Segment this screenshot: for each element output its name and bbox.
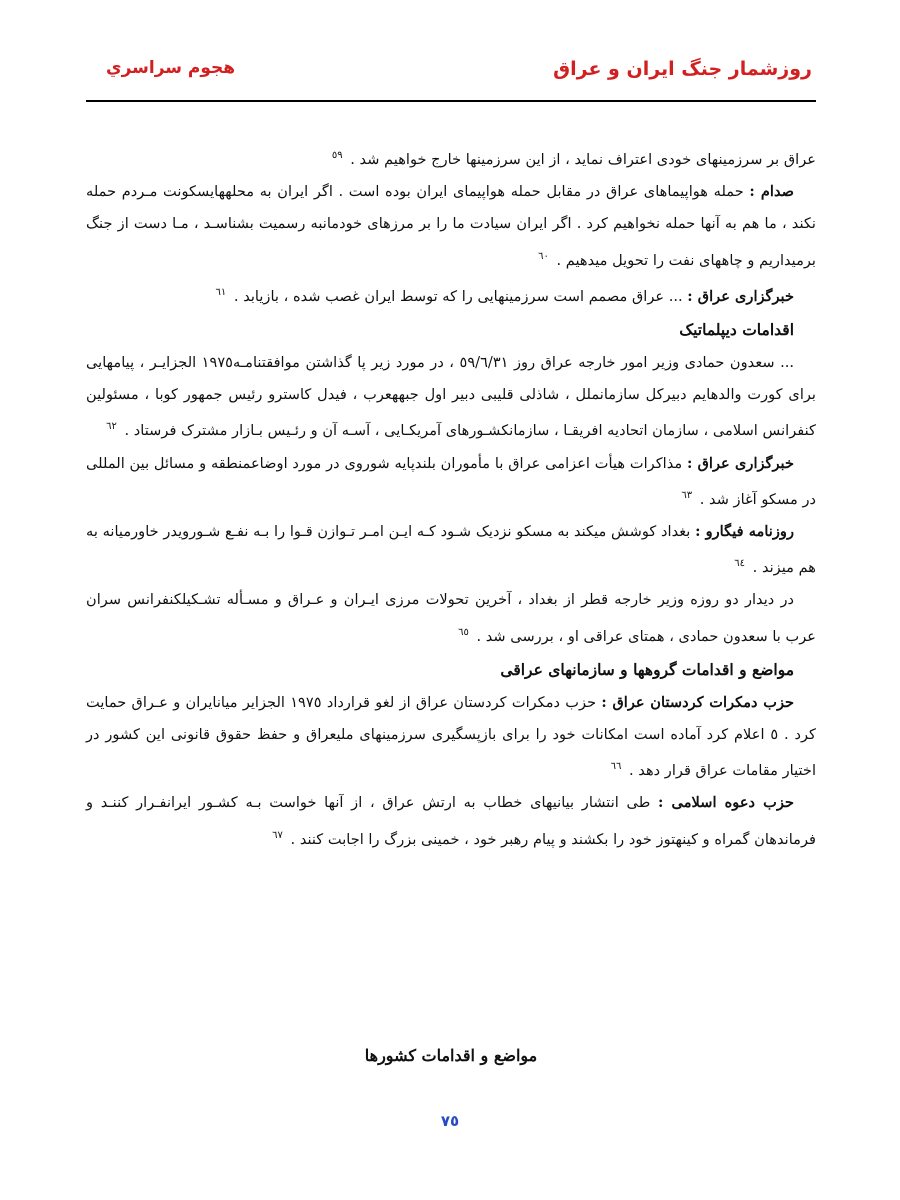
footnote-marker: ٦١	[215, 286, 227, 298]
paragraph	[86, 448, 816, 516]
paragraph	[86, 584, 816, 652]
paragraph	[86, 277, 816, 313]
header-rule	[86, 100, 816, 102]
footnote-marker: ٦٧	[272, 829, 283, 841]
speaker-label: حزب دعوه اسلامی :	[658, 794, 794, 812]
section-title: هجوم سراسري	[106, 58, 236, 78]
paragraph-text: در دیدار دو روزه وزیر خارجه قطر از بغداد ، آخرین تحولات مرزی ایـران و عـراق و مسـأله تشـکیلکنفرانس سران عرب با سعدون حمادی ، همتای عراقی او ، بررسی شد .	[86, 591, 816, 645]
paragraph	[86, 516, 816, 584]
page-header	[86, 52, 816, 92]
paragraph-text: حمله هواپیماهای عراق در مقابل حمله هواپیمای ایران بوده است . اگر ایران به محلههایسکونت مـردم حمله نکند ، ما هم به آنها حمله نخواهیم کرد . اگر ایران سیادت ما را بر مرزهای خودمانبه رسمیت بشناسـد ، مـا دست از جنگ برمیداریم و چاههای نفت را تحویل میدهیم .	[86, 183, 816, 269]
section-heading-countries: مواضع و اقدامات کشورها	[364, 1046, 538, 1065]
speaker-label: حزب دمکرات کردستان عراق :	[601, 693, 795, 711]
paragraph-text: طی انتشار بیانیهای خطاب به ارتش عراق ، از آنها خواست بـه کشـور ایرانفـرار کننـد و فرماندهان گمراه و کینهتوز خود را بکشند و پیام رهبر خود ، خمینی بزرگ را اجابت کنند .	[86, 794, 816, 848]
section-heading: مواضع و اقدامات گروهها و سازمانهای عراقی	[500, 659, 794, 679]
footnote-marker: ٦٠	[538, 250, 549, 262]
paragraph	[86, 787, 816, 855]
paragraph	[86, 140, 816, 176]
paragraph-text: ... سعدون حمادی وزیر امور خارجه عراق روز ٥٩/٦/٣١ ، در مورد زیر پا گذاشتن موافقتنامـه١٩٧٥ الجزایـر ، پیامهایی برای کورت والدهایم دبیرکل سازمانملل ، شاذلی قلیبی دبیر اول جبههعرب ، فیدل کاسترو رئیس جمهور کوبا ، مسئولین کنفرانس اسلامی ، سازمان اتحادیه افریقـا ، سازمانکشـورهای آمریکـایی ، آسـه آن و رئـیس بـازار مشترک فرستاد .	[86, 354, 816, 440]
speaker-label: روزنامه فیگارو :	[695, 523, 794, 541]
paragraph	[86, 176, 816, 277]
document-body	[86, 140, 816, 856]
footnote-marker: ٦٦	[610, 761, 622, 773]
paragraph-text: ... عراق مصمم است سرزمینهایی را که توسط ایران غصب شده ، بازیابد .	[233, 287, 683, 305]
footnote-marker: ٦٢	[106, 421, 117, 433]
paragraph-text: بغداد کوشش میکند به مسکو نزدیک شـود کـه ایـن امـر تـوازن قـوا را بـه نفـع شـورویدر خاورمیانه به هم میزند .	[86, 523, 816, 577]
paragraph-text: حزب دمکرات کردستان عراق از لغو قرارداد ١٩٧٥ الجزایر میانایران و عـراق حمایت کرد . ٥ اعلام کرد آماده است امکانات خود را برای بازپسگیری سرزمینهای ملیعراق و حفظ حقوق قانونی این کشور در اختیار مقامات عراق قرار دهد .	[86, 693, 817, 780]
footnote-marker: ٦٤	[734, 558, 746, 570]
footnote-marker: ٥٩	[331, 150, 343, 161]
section-heading: اقدامات دیپلماتیک	[679, 320, 794, 340]
book-title: روزشمار جنگ ايران و عراق	[553, 58, 812, 80]
paragraph	[86, 347, 816, 448]
paragraph-text: عراق بر سرزمینهای خودی اعتراف نماید ، از این سرزمینها خارج خواهیم شد .	[350, 151, 816, 168]
paragraph-text: مذاکرات هیأت اعزامی عراق با مأموران بلندپایه شوروی در مورد اوضاعمنطقه و مسائل بین المللی در مسکو آغاز شد .	[86, 454, 816, 508]
speaker-label: خبرگزاری عراق :	[687, 287, 794, 305]
page-number: ٧٥	[440, 1112, 460, 1130]
footnote-marker: ٦٣	[681, 489, 693, 501]
paragraph	[86, 687, 816, 788]
footnote-marker: ٦٥	[458, 626, 469, 638]
speaker-label: صدام :	[749, 183, 794, 201]
speaker-label: خبرگزاری عراق :	[686, 454, 794, 472]
